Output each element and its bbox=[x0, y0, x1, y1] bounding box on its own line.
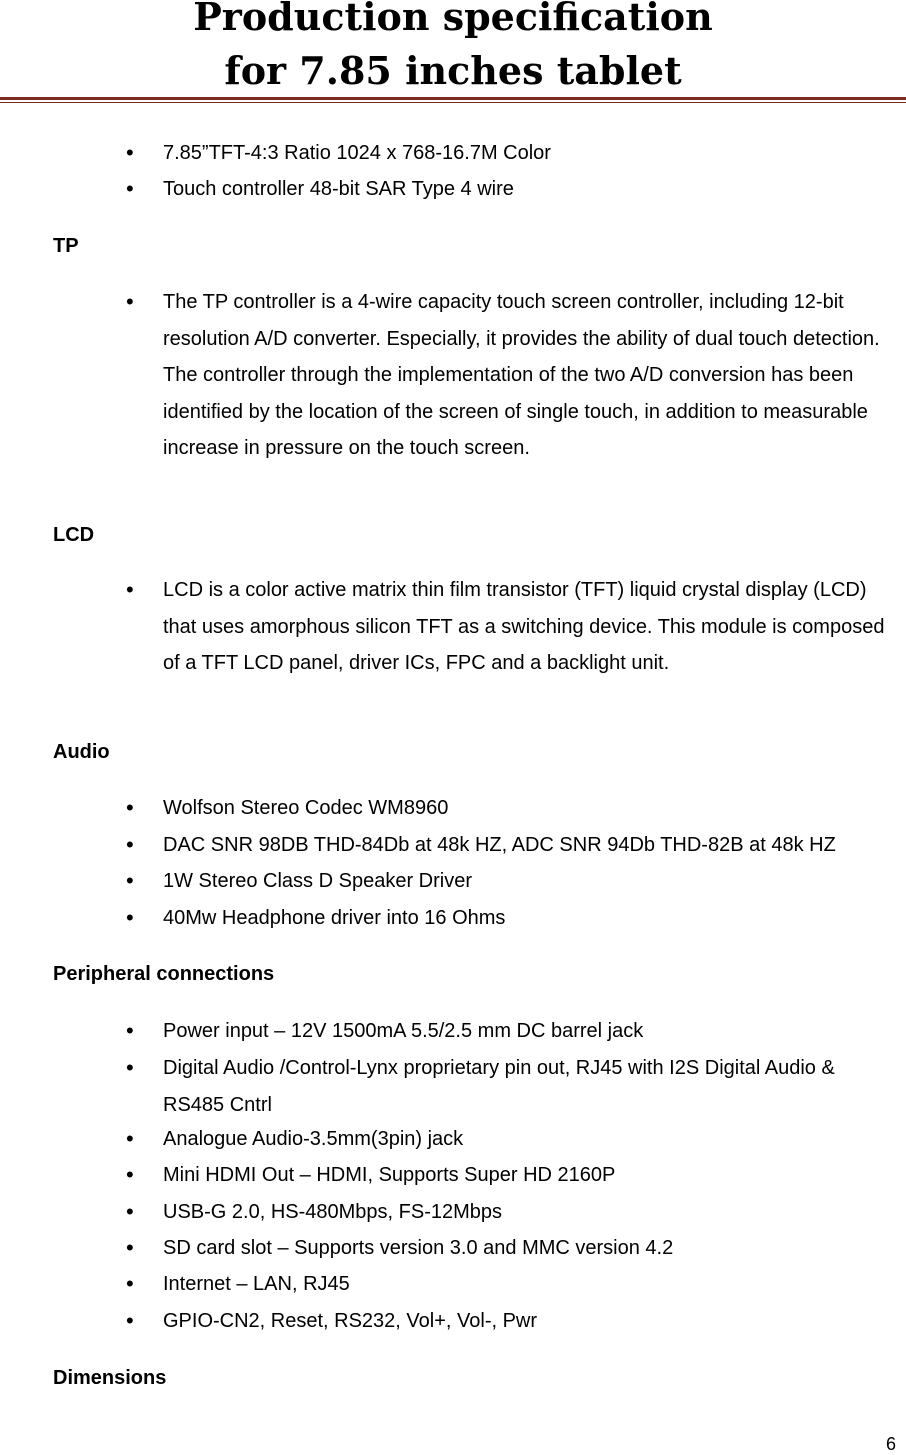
title-divider-thin bbox=[0, 102, 906, 103]
section-heading-peripheral: Peripheral connections bbox=[53, 963, 275, 985]
list-item: • The TP controller is a 4-wire capacity touch screen controller, including 12-bit resolution A/D converter. Especially, it provides the ability of dual touch detection. The controller through the implementation of the two A/D conversion has been identified by the location of the screen of single touch, in addition to measurable increase in pressure on the touch screen. bbox=[163, 284, 898, 467]
list-item: • 40Mw Headphone driver into 16 Ohms bbox=[163, 900, 903, 937]
list-item: • Digital Audio /Control-Lynx proprietary pin out, RJ45 with I2S Digital Audio & RS485 Cntrl bbox=[163, 1050, 863, 1123]
section-heading-tp: TP bbox=[53, 235, 79, 257]
list-item: • Analogue Audio-3.5mm(3pin) jack bbox=[163, 1121, 903, 1158]
list-item: • Mini HDMI Out – HDMI, Supports Super HD 2160P bbox=[163, 1157, 903, 1194]
list-item: • GPIO-CN2, Reset, RS232, Vol+, Vol-, Pwr bbox=[163, 1303, 903, 1340]
page-title-line-1: Production specification bbox=[193, 0, 713, 39]
list-item: • SD card slot – Supports version 3.0 and MMC version 4.2 bbox=[163, 1230, 903, 1267]
list-item: • Wolfson Stereo Codec WM8960 bbox=[163, 790, 903, 827]
list-item: • Power input – 12V 1500mA 5.5/2.5 mm DC barrel jack bbox=[163, 1013, 903, 1050]
section-heading-audio: Audio bbox=[53, 741, 110, 763]
list-item: • Internet – LAN, RJ45 bbox=[163, 1266, 903, 1303]
list-item: • DAC SNR 98DB THD-84Db at 48k HZ, ADC SNR 94Db THD-82B at 48k HZ bbox=[163, 827, 903, 864]
title-divider-thick bbox=[0, 97, 906, 100]
page-number: 6 bbox=[885, 1434, 896, 1454]
page-title-line-2: for 7.85 inches tablet bbox=[224, 48, 682, 93]
list-item: • Touch controller 48-bit SAR Type 4 wire bbox=[163, 171, 903, 208]
list-item: • USB-G 2.0, HS-480Mbps, FS-12Mbps bbox=[163, 1194, 903, 1231]
list-item: • LCD is a color active matrix thin film transistor (TFT) liquid crystal display (LCD) that uses amorphous silicon TFT as a switching device. This module is composed of a TFT LCD panel, driver ICs, FPC and a backlight unit. bbox=[163, 572, 905, 682]
section-heading-lcd: LCD bbox=[53, 524, 95, 546]
list-item: • 1W Stereo Class D Speaker Driver bbox=[163, 863, 903, 900]
list-item: • 7.85”TFT-4:3 Ratio 1024 x 768-16.7M Color bbox=[163, 135, 903, 172]
section-heading-dimensions: Dimensions bbox=[53, 1367, 167, 1389]
